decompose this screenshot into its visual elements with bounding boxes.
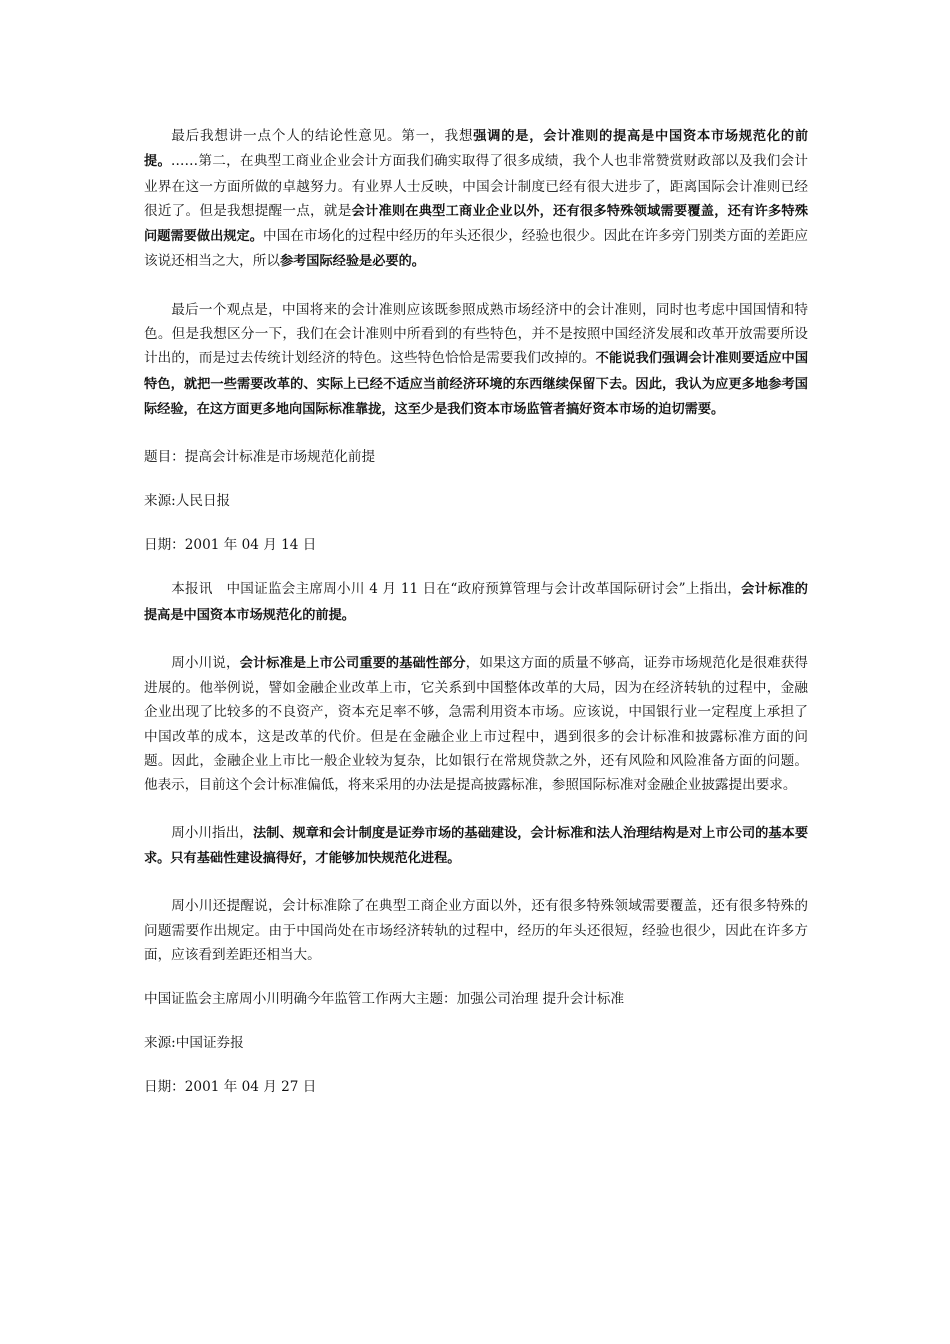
text-run: 最后我想讲一点个人的结论性意见。第一，我想: [171, 128, 474, 144]
bold-run: 会计准则在典型工商业企业以外，还有很多特殊领域需要覆盖，还有许多特殊问题需要做出规定。: [144, 203, 809, 245]
bold-run: 不能说我们强调会计准则要适应中国特色，就把一些需要改革的、实际上已经不适应当前经济环境的东西继续保留下去。因此，我认为应更多地参考国际经验，在这方面更多地向国际标准靠拢，这至少是我们资本市场监管者搞好资本市场的迫切需要。: [144, 351, 809, 417]
paragraph-news-lead: [144, 577, 808, 628]
bold-run: 会计标准的提高是中国资本市场规范化的前提。: [144, 582, 808, 623]
text-run: 本报讯 中国证监会主席周小川 4 月 11 日在“政府预算管理与会计改革国际研讨会”上指出，: [171, 581, 742, 598]
article-date: 日期：2001 年 04 月 27 日: [144, 1079, 317, 1096]
paragraph-zhou-points-out: [144, 821, 808, 872]
bold-run: 强调的是，会计准则的提高是中国资本市场规范化的前提。: [144, 129, 809, 170]
text-run: 最后一个观点是，中国将来的会计准则应该既参照成熟市场经济中的会计准则，同时也考虑中国国情和特色。但是我想区分一下，我们在会计准则中所看到的有些特色，并不是按照中国经济发展和改革开放需要所设计出的，而是过去传统计划经济的特色。这些特色恰恰是需要我们改掉的。: [144, 301, 808, 367]
text-run: 中国在市场化的过程中经历的年头还很少，经验也很少。因此在许多旁门别类方面的差距应该说还相当之大，所以: [144, 228, 809, 270]
text-run: 周小川指出，: [171, 824, 253, 841]
text-run: ，如果这方面的质量不够高，证券市场规范化是很难获得进展的。他举例说，譬如金融企业改革上市，它关系到中国整体改革的大局，因为在经济转轨的过程中，金融企业出现了比较多的不良资产，资本充足率不够，急需利用资本市场。应该说，中国银行业一定程度上承担了中国改革的成本，这是改革的代价。但是在金融企业上市过程中，遇到很多的会计标准和披露标准方面的问题。因此，金融企业上市比一般企业较为复杂，比如银行在常规贷款之外，还有风险和风险准备方面的问题。他表示，目前这个会计标准偏低，将来采用的办法是提高披露标准，参照国际标准对金融企业披露提出要求。: [144, 654, 809, 794]
paragraph-zhou-says: [144, 651, 808, 798]
article-title: 题目：提高会计标准是市场规范化前提: [144, 449, 376, 466]
article-source: 来源:人民日报: [144, 493, 231, 510]
bold-run: 参考国际经验是必要的。: [279, 254, 425, 270]
text-run: ……第二，在典型工商业企业会计方面我们确实取得了很多成绩，我个人也非常赞赏财政部以及我们会计业界在这一方面所做的卓越努力。有业界人士反映，中国会计制度已经有很大进步了，距离国际会计准则已经很近了。但是我想提醒一点，就是: [144, 153, 809, 219]
paragraph-last-point: [144, 298, 808, 422]
article-title: 中国证监会主席周小川明确今年监管工作两大主题：加强公司治理 提升会计标准: [144, 991, 625, 1008]
paragraph-conclusion: [144, 124, 808, 275]
paragraph-zhou-reminds: [144, 894, 808, 967]
text-run: 周小川还提醒说，会计标准除了在典型工商企业方面以外，还有很多特殊领域需要覆盖，还有很多特殊的问题需要作出规定。由于中国尚处在市场经济转轨的过程中，经历的年头还很短，经验也很少，因此在许多方面，应该看到差距还相当大。: [144, 898, 808, 963]
article-source: 来源:中国证券报: [144, 1035, 244, 1052]
article-date: 日期：2001 年 04 月 14 日: [144, 537, 317, 554]
text-run: 周小川说，: [171, 654, 240, 671]
document-body: [144, 124, 808, 1099]
bold-run: 会计标准是上市公司重要的基础性部分: [239, 655, 466, 671]
bold-run: 法制、规章和会计制度是证券市场的基础建设，会计标准和法人治理结构是对上市公司的基本要求。只有基础性建设搞得好，才能够加快规范化进程。: [144, 825, 809, 866]
